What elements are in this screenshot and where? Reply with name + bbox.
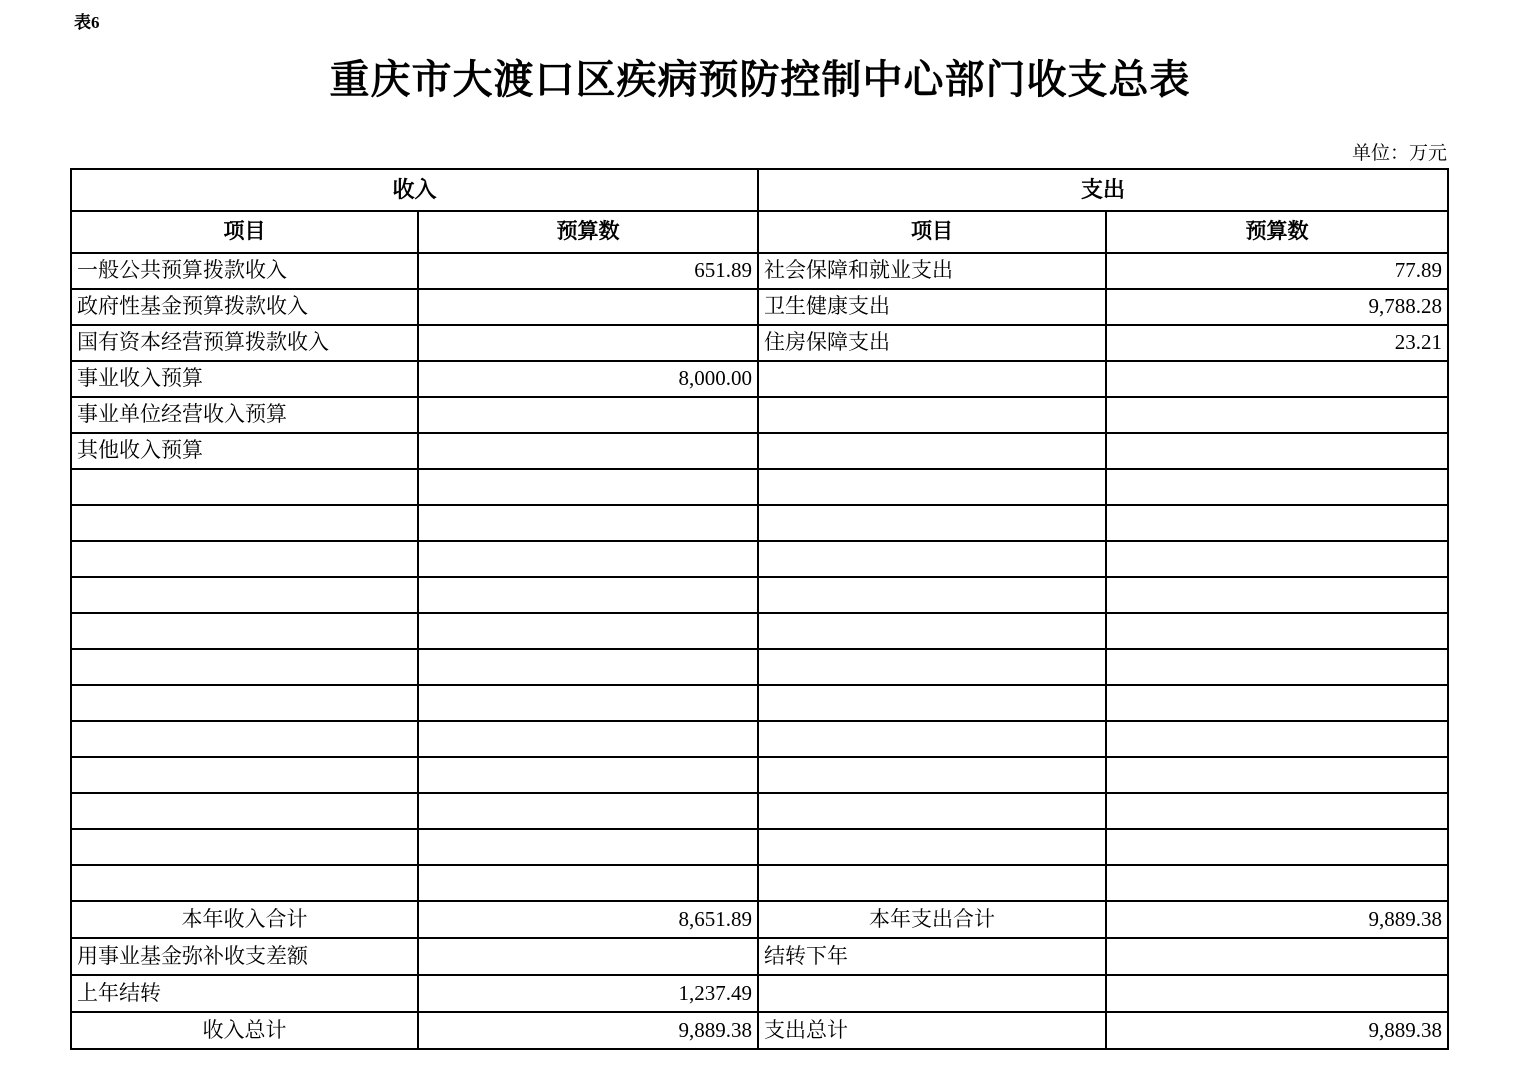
expense-value-cell — [1106, 613, 1448, 649]
table-row — [71, 469, 1448, 505]
income-budget-header: 预算数 — [418, 211, 758, 253]
expense-item-cell — [758, 757, 1106, 793]
income-value-cell — [418, 577, 758, 613]
table-row — [71, 289, 1448, 325]
expense-value-cell — [1106, 469, 1448, 505]
income-item-cell — [71, 757, 418, 793]
table-body — [71, 253, 1448, 1049]
income-item-cell: 事业单位经营收入预算 — [71, 397, 418, 433]
expense-value-cell — [1106, 649, 1448, 685]
expense-value-cell: 9,889.38 — [1106, 1012, 1448, 1049]
income-value-cell — [418, 829, 758, 865]
income-item-cell — [71, 721, 418, 757]
income-value-cell — [418, 757, 758, 793]
table-row — [71, 505, 1448, 541]
page-title: 重庆市大渡口区疾病预防控制中心部门收支总表 — [329, 57, 1191, 102]
income-item-cell: 事业收入预算 — [71, 361, 418, 397]
income-value-cell: 1,237.49 — [418, 975, 758, 1012]
income-value-cell: 9,889.38 — [418, 1012, 758, 1049]
expense-value-cell — [1106, 793, 1448, 829]
income-value-cell — [418, 433, 758, 469]
expense-item-cell — [758, 397, 1106, 433]
income-value-cell: 8,651.89 — [418, 901, 758, 938]
income-value-cell — [418, 541, 758, 577]
expense-item-cell: 社会保障和就业支出 — [758, 253, 1106, 289]
table-row — [71, 253, 1448, 289]
expense-value-cell — [1106, 757, 1448, 793]
table-row — [71, 975, 1448, 1012]
expense-item-cell — [758, 577, 1106, 613]
income-item-cell — [71, 541, 418, 577]
table-row — [71, 541, 1448, 577]
income-section-header: 收入 — [71, 169, 758, 211]
expense-value-cell — [1106, 577, 1448, 613]
income-value-cell — [418, 613, 758, 649]
expense-value-cell: 9,788.28 — [1106, 289, 1448, 325]
expense-value-cell: 23.21 — [1106, 325, 1448, 361]
expense-value-cell — [1106, 433, 1448, 469]
income-item-cell: 一般公共预算拨款收入 — [71, 253, 418, 289]
income-value-cell: 651.89 — [418, 253, 758, 289]
table-row — [71, 757, 1448, 793]
expense-item-cell — [758, 721, 1106, 757]
expense-value-cell — [1106, 938, 1448, 975]
income-item-cell: 上年结转 — [71, 975, 418, 1012]
income-item-cell — [71, 685, 418, 721]
income-value-cell — [418, 865, 758, 901]
unit-note: 单位：万元 — [1351, 143, 1447, 164]
income-item-cell: 本年收入合计 — [71, 901, 418, 938]
income-value-cell — [418, 649, 758, 685]
income-value-cell — [418, 325, 758, 361]
table-row — [71, 865, 1448, 901]
expense-item-cell — [758, 829, 1106, 865]
expense-value-cell — [1106, 865, 1448, 901]
table-row — [71, 1012, 1448, 1049]
table-row — [71, 649, 1448, 685]
table-number-label: 表6 — [74, 13, 100, 32]
table-row — [71, 397, 1448, 433]
expense-value-cell: 77.89 — [1106, 253, 1448, 289]
expense-item-cell: 住房保障支出 — [758, 325, 1106, 361]
income-item-cell: 政府性基金预算拨款收入 — [71, 289, 418, 325]
table-row — [71, 938, 1448, 975]
expense-item-cell — [758, 793, 1106, 829]
income-value-cell — [418, 505, 758, 541]
expense-item-cell: 卫生健康支出 — [758, 289, 1106, 325]
expense-item-cell — [758, 361, 1106, 397]
expense-item-cell — [758, 541, 1106, 577]
income-item-cell: 用事业基金弥补收支差额 — [71, 938, 418, 975]
budget-table — [70, 168, 1449, 1050]
income-value-cell — [418, 397, 758, 433]
expense-item-cell — [758, 613, 1106, 649]
table-row — [71, 721, 1448, 757]
expense-item-cell — [758, 469, 1106, 505]
income-item-cell — [71, 793, 418, 829]
table-row — [71, 793, 1448, 829]
income-value-cell — [418, 685, 758, 721]
income-item-cell — [71, 505, 418, 541]
expense-item-cell — [758, 685, 1106, 721]
expense-value-cell — [1106, 361, 1448, 397]
income-item-cell — [71, 469, 418, 505]
column-header-row — [71, 211, 1448, 253]
income-item-cell: 其他收入预算 — [71, 433, 418, 469]
income-value-cell — [418, 793, 758, 829]
income-item-header: 项目 — [71, 211, 418, 253]
table-row — [71, 685, 1448, 721]
table-row — [71, 433, 1448, 469]
income-item-cell — [71, 865, 418, 901]
expense-value-cell: 9,889.38 — [1106, 901, 1448, 938]
page-corner-artifact — [1415, 1052, 1451, 1058]
income-value-cell — [418, 721, 758, 757]
table-row — [71, 901, 1448, 938]
income-value-cell — [418, 289, 758, 325]
expense-value-cell — [1106, 829, 1448, 865]
expense-item-cell — [758, 649, 1106, 685]
expense-item-cell — [758, 865, 1106, 901]
expense-item-cell: 本年支出合计 — [758, 901, 1106, 938]
income-item-cell — [71, 649, 418, 685]
table-row — [71, 829, 1448, 865]
table-row — [71, 613, 1448, 649]
expense-item-cell: 支出总计 — [758, 1012, 1106, 1049]
income-value-cell: 8,000.00 — [418, 361, 758, 397]
expense-value-cell — [1106, 721, 1448, 757]
income-item-cell — [71, 577, 418, 613]
expense-value-cell — [1106, 685, 1448, 721]
table-row — [71, 577, 1448, 613]
expense-item-cell — [758, 433, 1106, 469]
expense-value-cell — [1106, 397, 1448, 433]
expense-item-cell — [758, 505, 1106, 541]
expense-value-cell — [1106, 975, 1448, 1012]
income-item-cell: 国有资本经营预算拨款收入 — [71, 325, 418, 361]
expense-value-cell — [1106, 541, 1448, 577]
expense-item-header: 项目 — [758, 211, 1106, 253]
expense-item-cell — [758, 975, 1106, 1012]
expense-section-header: 支出 — [758, 169, 1448, 211]
expense-item-cell: 结转下年 — [758, 938, 1106, 975]
income-item-cell: 收入总计 — [71, 1012, 418, 1049]
income-value-cell — [418, 938, 758, 975]
income-value-cell — [418, 469, 758, 505]
expense-value-cell — [1106, 505, 1448, 541]
expense-budget-header: 预算数 — [1106, 211, 1448, 253]
table-row — [71, 325, 1448, 361]
table-row — [71, 361, 1448, 397]
section-header-row — [71, 169, 1448, 211]
income-item-cell — [71, 829, 418, 865]
income-item-cell — [71, 613, 418, 649]
